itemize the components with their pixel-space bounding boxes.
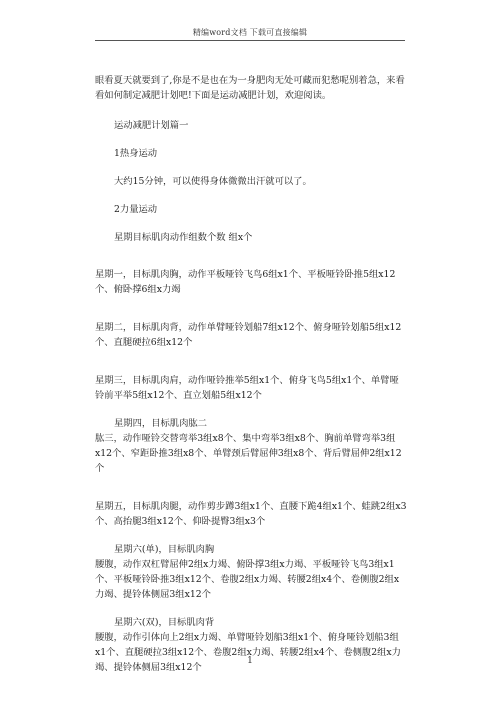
page-number: 1 — [247, 656, 253, 666]
friday-plan: 星期五，目标肌肉腿，动作剪步蹲3组x1个、直腰下跪4组x1个、蛙跳2组x3个、高抬腿3组x12个、仰卧提臀3组x3个 — [95, 501, 407, 527]
strength-heading: 2力量运动 — [114, 204, 158, 215]
wednesday-plan: 星期三，目标肌肉肩，动作哑铃推举5组x1个、俯身飞鸟5组x1个、单臂哑铃前平举5组x12个、直立划船5组x12个 — [95, 375, 399, 401]
header-divider — [95, 40, 405, 41]
saturday-double-plan: 腰腹，动作引体向上2组x力竭、单臂哑铃划船3组x1个、俯身哑铃划船3组x1个、直腿硬拉3组x12个、卷腹2组x力竭、转腰2组x4个、卷侧腹2组x力竭、提铃体侧屈3组x12个 — [95, 632, 401, 673]
saturday-double-heading: 星期六(双)，目标肌肉背 — [114, 617, 215, 628]
tuesday-plan: 星期二，目标肌肉背，动作单臂哑铃划船7组x12个、俯身哑铃划船5组x12个、直腿硬拉6组x12个 — [95, 322, 402, 348]
warmup-heading: 1热身运动 — [114, 148, 158, 159]
monday-plan: 星期一，目标肌肉胸，动作平板哑铃飞鸟6组x1个、平板哑铃卧推5组x12个、俯卧撑6组x力竭 — [95, 269, 396, 295]
thursday-heading: 星期四，目标肌肉肱二 — [114, 418, 207, 429]
section-title: 运动减肥计划篇一 — [114, 120, 189, 131]
schedule-header: 星期目标肌肉动作组数个数 组x个 — [114, 232, 253, 243]
saturday-single-plan: 腰腹，动作双杠臂屈伸2组x力竭、俯卧撑3组x力竭、平板哑铃飞鸟3组x1个、平板哑铃卧推3组x12个、卷腹2组x力竭、转腰2组x4个、卷侧腹2组x力竭、提铃体侧屈3组x12个 — [95, 559, 400, 600]
thursday-plan: 肱三，动作哑铃交替弯举3组x8个、集中弯举3组x8个、胸前单臂弯举3组x12个、窄距卧推3组x8个、单臂颈后臂屈伸3组x8个、背后臂屈伸2组x12个 — [95, 433, 402, 474]
document-body — [95, 68, 407, 675]
warmup-text: 大约15分钟，可以使得身体微微出汗就可以了。 — [114, 176, 312, 187]
saturday-single-heading: 星期六(单)，目标肌肉胸 — [114, 544, 215, 555]
page-header: 精编word文档 下载可直接编辑 — [192, 28, 308, 37]
intro-paragraph: 眼看夏天就要到了,你是不是也在为一身肥肉无处可藏而犯愁呢别着急，来看看如何制定减肥计划吧!下面是运动减肥计划，欢迎阅读。 — [95, 75, 405, 101]
